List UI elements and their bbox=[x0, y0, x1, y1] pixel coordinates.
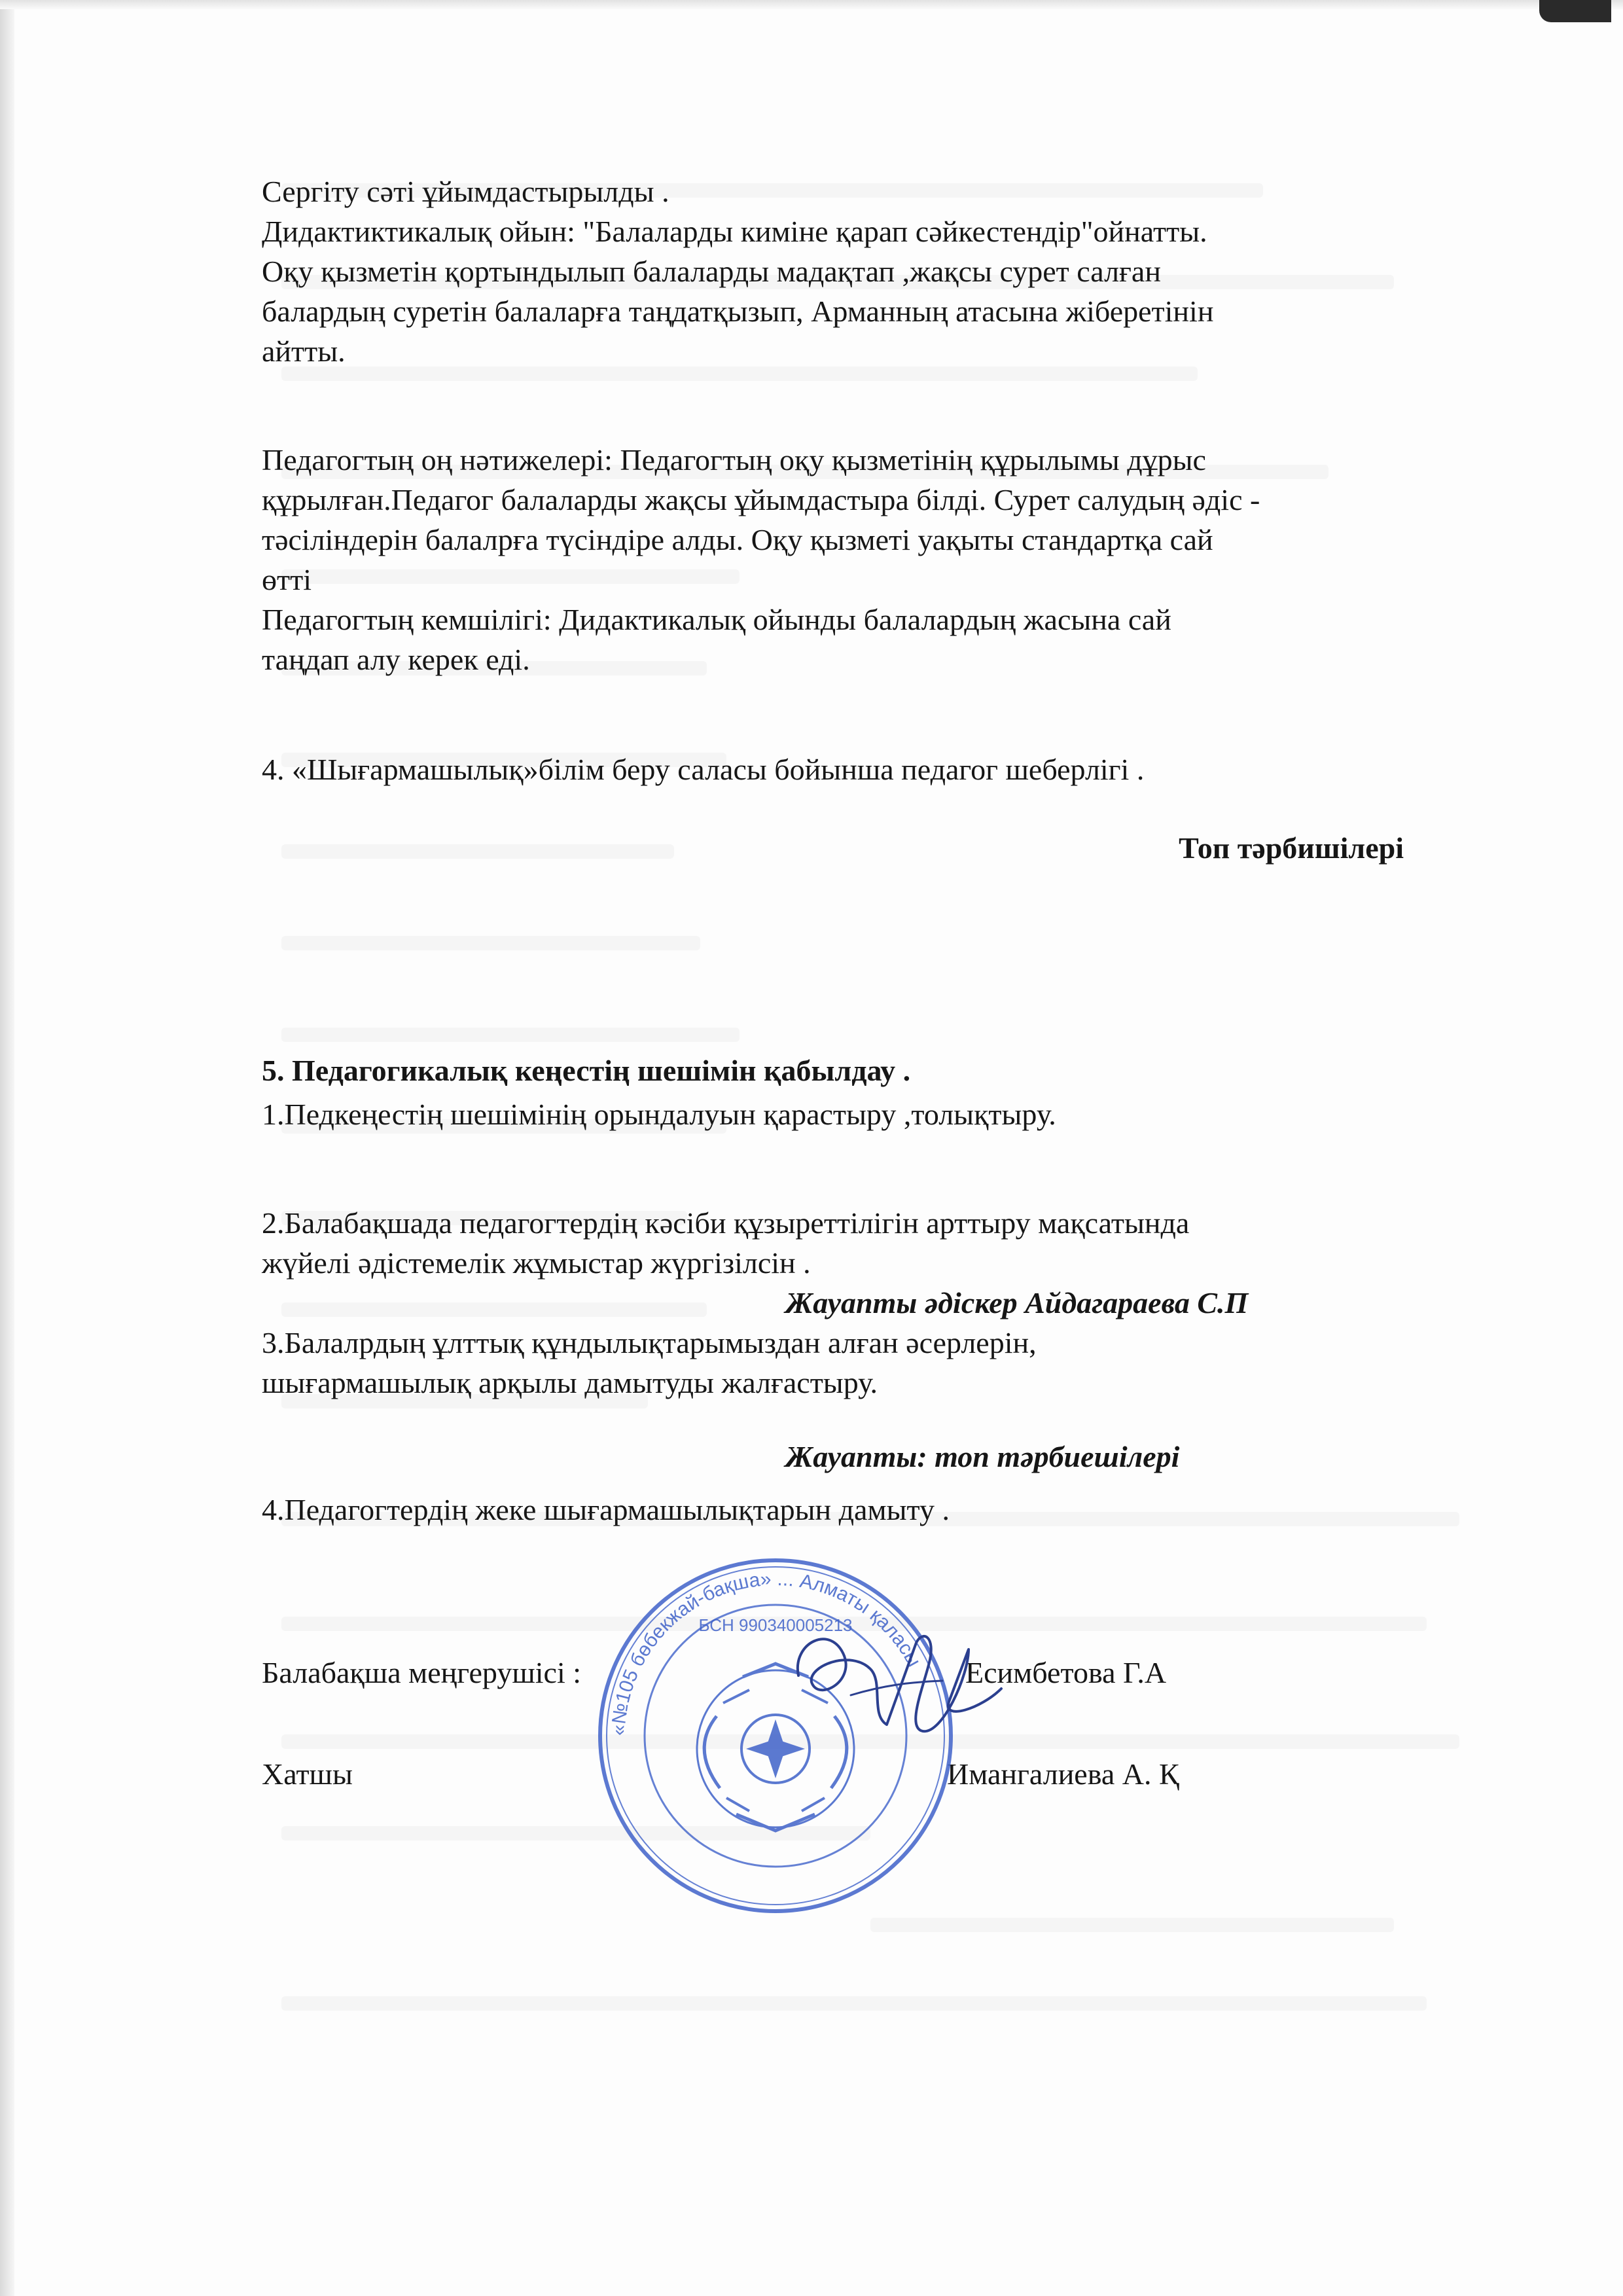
secretary-name: Имангалиева А. Қ bbox=[947, 1757, 1179, 1791]
shortcomings-line-2: таңдап алу керек еді. bbox=[262, 643, 530, 676]
decision-2-responsible: Жауапты әдіскер Айдагараева С.П bbox=[785, 1286, 1249, 1319]
positive-results-line-2: құрылған.Педагог балаларды жақсы ұйымдастыра білді. Сурет салудың әдіс - bbox=[262, 483, 1260, 516]
decision-1: 1.Педкеңестің шешімінің орындалуын қарастыру ,толықтыру. bbox=[262, 1098, 1056, 1131]
decision-3-line-2: шығармашылық арқылы дамытуды жалғастыру. bbox=[262, 1366, 878, 1399]
positive-results-line-4: өтті bbox=[262, 563, 312, 596]
scan-top-edge bbox=[0, 0, 1623, 9]
scan-corner-mark bbox=[1539, 0, 1611, 22]
head-label: Балабақша меңгерушісі : bbox=[262, 1656, 582, 1689]
handwritten-signature bbox=[772, 1604, 1008, 1774]
decision-heading: 5. Педагогикалық кеңестің шешімін қабылдау . bbox=[262, 1054, 911, 1087]
secretary-label: Хатшы bbox=[262, 1757, 353, 1791]
scan-left-edge bbox=[0, 0, 14, 2296]
stamp-ring-text: «№105 бөбекжай-бақша» ... Алматы қаласы bbox=[607, 1568, 925, 1736]
paragraph-didactic-game: Дидактиктикалық ойын: "Балаларды киміне қарап сәйкестендір"ойнатты. bbox=[262, 215, 1207, 248]
paragraph-warmup: Сергіту сәті ұйымдастырылды . bbox=[262, 175, 669, 208]
shortcomings-line-1: Педагогтың кемшілігі: Дидактикалық ойынды балалардың жасына сай bbox=[262, 603, 1171, 636]
agenda-item-4: 4. «Шығармашылық»білім беру саласы бойынша педагог шеберлігі . bbox=[262, 753, 1145, 786]
decision-2-line-2: жүйелі әдістемелік жұмыстар жүргізілсін . bbox=[262, 1246, 811, 1280]
head-name: Есимбетова Г.А bbox=[965, 1656, 1167, 1689]
stamp-bin-text: БСН 990340005213 bbox=[698, 1615, 853, 1635]
agenda-item-4-responsible: Топ тәрбишілері bbox=[1179, 831, 1404, 865]
positive-results-line-1: Педагогтың оң нәтижелері: Педагогтың оқу қызметінің құрылымы дұрыс bbox=[262, 443, 1206, 476]
decision-2-line-1: 2.Балабақшада педагогтердің кәсіби құзыреттілігін арттыру мақсатында bbox=[262, 1206, 1190, 1240]
paragraph-summary-line-1: Оқу қызметін қортындылып балаларды мадақтап ,жақсы сурет салған bbox=[262, 255, 1161, 288]
decision-3-line-1: 3.Балалрдың ұлттық құндылықтарымыздан алған әсерлерін, bbox=[262, 1326, 1037, 1359]
positive-results-line-3: тәсіліндерін балалрға түсіндіре алды. Оқу қызметі уақыты стандартқа сай bbox=[262, 523, 1213, 556]
decision-3-responsible: Жауапты: топ тәрбиешілері bbox=[785, 1440, 1180, 1473]
paragraph-summary-line-3: айтты. bbox=[262, 334, 346, 368]
paragraph-summary-line-2: балардың суретін балаларға таңдатқызып, Арманның атасына жіберетінін bbox=[262, 295, 1214, 328]
decision-4: 4.Педагогтердің жеке шығармашылықтарын дамыту . bbox=[262, 1493, 950, 1526]
